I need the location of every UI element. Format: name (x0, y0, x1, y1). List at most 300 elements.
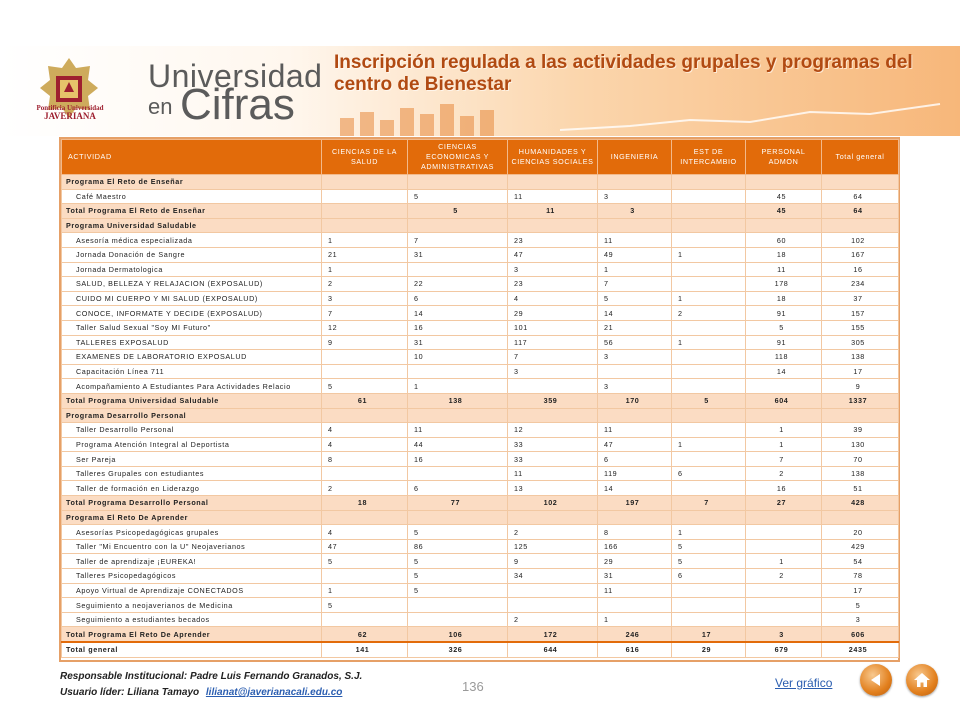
activity-cell: Capacitación Línea 711 (62, 364, 322, 379)
value-cell: 7 (598, 277, 672, 292)
value-cell: 644 (508, 642, 598, 657)
section-row (62, 408, 899, 423)
value-cell (672, 510, 746, 525)
value-cell: 11 (508, 189, 598, 204)
value-cell: 9 (508, 554, 598, 569)
value-cell: 2 (508, 525, 598, 540)
value-cell (822, 218, 899, 233)
activity-cell: Apoyo Virtual de Aprendizaje CONECTADOS (62, 583, 322, 598)
value-cell (508, 510, 598, 525)
value-cell: 1 (746, 437, 822, 452)
value-cell: 62 (322, 627, 408, 642)
page-title: Inscripción regulada a las actividades grupales y programas del centro de Bienestar (334, 52, 913, 95)
value-cell (746, 612, 822, 627)
value-cell: 3 (598, 350, 672, 365)
value-cell: 170 (598, 393, 672, 408)
table-row (62, 189, 899, 204)
ver-grafico-link[interactable]: Ver gráfico (775, 676, 833, 690)
value-cell (598, 510, 672, 525)
value-cell (672, 423, 746, 438)
value-cell (322, 350, 408, 365)
home-icon (912, 670, 932, 690)
value-cell: 5 (408, 583, 508, 598)
value-cell: 16 (746, 481, 822, 496)
activity-cell: Ser Pareja (62, 452, 322, 467)
value-cell: 16 (408, 452, 508, 467)
value-cell (408, 364, 508, 379)
value-cell: 18 (322, 496, 408, 511)
value-cell (746, 539, 822, 554)
value-cell: 27 (746, 496, 822, 511)
activity-cell: Total Programa Desarrollo Personal (62, 496, 322, 511)
activity-cell: Café Maestro (62, 189, 322, 204)
table-row (62, 452, 899, 467)
table-header-row (62, 140, 899, 175)
value-cell: 6 (672, 569, 746, 584)
activity-cell: Talleres Psicopedagógicos (62, 569, 322, 584)
value-cell: 17 (672, 627, 746, 642)
value-cell (822, 510, 899, 525)
value-cell: 11 (508, 204, 598, 219)
table-row (62, 466, 899, 481)
activity-cell: Total Programa El Reto de Enseñar (62, 204, 322, 219)
value-cell: 16 (822, 262, 899, 277)
value-cell: 2 (322, 481, 408, 496)
value-cell: 47 (322, 539, 408, 554)
value-cell: 4 (322, 525, 408, 540)
column-header: Total general (822, 140, 899, 175)
total-row (62, 627, 899, 642)
value-cell: 29 (672, 642, 746, 657)
value-cell: 1 (672, 291, 746, 306)
value-cell: 2 (508, 612, 598, 627)
activity-cell: Total Programa Universidad Saludable (62, 393, 322, 408)
value-cell: 125 (508, 539, 598, 554)
value-cell: 12 (322, 320, 408, 335)
value-cell: 5 (322, 598, 408, 613)
value-cell (322, 364, 408, 379)
brand-universidad: Universidad (148, 58, 323, 94)
column-header-actividad: ACTIVIDAD (62, 140, 322, 175)
table-row (62, 539, 899, 554)
table-row (62, 379, 899, 394)
value-cell (598, 598, 672, 613)
activity-cell: Programa El Reto de Enseñar (62, 175, 322, 190)
value-cell: 14 (598, 481, 672, 496)
value-cell: 33 (508, 437, 598, 452)
value-cell (322, 569, 408, 584)
value-cell: 606 (822, 627, 899, 642)
value-cell: 5 (322, 554, 408, 569)
value-cell: 11 (598, 423, 672, 438)
table-row (62, 291, 899, 306)
home-button[interactable] (906, 664, 938, 696)
value-cell (672, 320, 746, 335)
value-cell: 3 (598, 379, 672, 394)
table-row (62, 423, 899, 438)
activity-cell: TALLERES EXPOSALUD (62, 335, 322, 350)
value-cell: 359 (508, 393, 598, 408)
value-cell: 6 (672, 466, 746, 481)
value-cell (672, 612, 746, 627)
value-cell: 56 (598, 335, 672, 350)
value-cell: 13 (508, 481, 598, 496)
table-row (62, 437, 899, 452)
value-cell (746, 525, 822, 540)
value-cell (508, 218, 598, 233)
value-cell: 1 (672, 247, 746, 262)
value-cell: 166 (598, 539, 672, 554)
value-cell (746, 175, 822, 190)
value-cell: 18 (746, 247, 822, 262)
value-cell (672, 233, 746, 248)
value-cell: 29 (508, 306, 598, 321)
value-cell (746, 598, 822, 613)
value-cell (408, 466, 508, 481)
leader-email-link[interactable]: lilianat@javerianacali.edu.co (205, 687, 343, 698)
value-cell: 604 (746, 393, 822, 408)
value-cell: 5 (672, 554, 746, 569)
value-cell: 5 (822, 598, 899, 613)
value-cell: 5 (672, 393, 746, 408)
leader-label: Usuario líder: Liliana Tamayo (60, 687, 200, 698)
value-cell: 429 (822, 539, 899, 554)
value-cell (746, 218, 822, 233)
activity-cell: Programa Desarrollo Personal (62, 408, 322, 423)
value-cell (408, 598, 508, 613)
value-cell: 11 (408, 423, 508, 438)
grand-total-row (62, 642, 899, 657)
total-row (62, 393, 899, 408)
table-body (62, 175, 899, 658)
activity-cell: Programa Universidad Saludable (62, 218, 322, 233)
value-cell: 17 (822, 364, 899, 379)
activity-cell: Seguimiento a neojaverianos de Medicina (62, 598, 322, 613)
value-cell (672, 262, 746, 277)
column-header: PERSONAL ADMON (746, 140, 822, 175)
table-row (62, 525, 899, 540)
table-row (62, 350, 899, 365)
value-cell: 3 (508, 364, 598, 379)
back-button[interactable] (860, 664, 892, 696)
column-header: HUMANIDADES Y CIENCIAS SOCIALES (508, 140, 598, 175)
value-cell (598, 364, 672, 379)
value-cell: 141 (322, 642, 408, 657)
value-cell: 5 (408, 554, 508, 569)
value-cell (672, 189, 746, 204)
brand-en: en (148, 94, 173, 119)
value-cell (508, 583, 598, 598)
section-row (62, 218, 899, 233)
value-cell: 9 (822, 379, 899, 394)
activity-cell: Taller de formación en Liderazgo (62, 481, 322, 496)
activity-cell: Programa Atención Integral al Deportista (62, 437, 322, 452)
value-cell: 7 (408, 233, 508, 248)
value-cell: 11 (746, 262, 822, 277)
value-cell: 14 (598, 306, 672, 321)
section-row (62, 175, 899, 190)
value-cell: 326 (408, 642, 508, 657)
activity-cell: Taller Desarrollo Personal (62, 423, 322, 438)
value-cell: 60 (746, 233, 822, 248)
value-cell (672, 379, 746, 394)
value-cell: 101 (508, 320, 598, 335)
value-cell: 49 (598, 247, 672, 262)
value-cell: 44 (408, 437, 508, 452)
activity-cell: CONOCE, INFORMATE Y DECIDE (EXPOSALUD) (62, 306, 322, 321)
value-cell: 11 (508, 466, 598, 481)
value-cell: 8 (322, 452, 408, 467)
value-cell (322, 612, 408, 627)
responsible-text: Responsable Institucional: Padre Luis Fernando Granados, S.J. (60, 671, 363, 682)
value-cell: 138 (822, 466, 899, 481)
value-cell (408, 218, 508, 233)
value-cell (672, 598, 746, 613)
value-cell: 21 (322, 247, 408, 262)
back-arrow-icon (866, 670, 886, 690)
page-number: 136 (462, 679, 484, 694)
value-cell (672, 175, 746, 190)
activity-cell: Programa El Reto De Aprender (62, 510, 322, 525)
table-row (62, 598, 899, 613)
table-row (62, 277, 899, 292)
value-cell (408, 612, 508, 627)
value-cell: 14 (408, 306, 508, 321)
value-cell: 9 (322, 335, 408, 350)
value-cell: 4 (322, 423, 408, 438)
value-cell: 305 (822, 335, 899, 350)
value-cell (598, 408, 672, 423)
value-cell: 3 (322, 291, 408, 306)
value-cell: 6 (598, 452, 672, 467)
value-cell: 1 (408, 379, 508, 394)
value-cell: 197 (598, 496, 672, 511)
table-row (62, 569, 899, 584)
column-header: CIENCIAS DE LA SALUD (322, 140, 408, 175)
value-cell: 70 (822, 452, 899, 467)
value-cell: 11 (598, 583, 672, 598)
value-cell: 234 (822, 277, 899, 292)
value-cell (322, 189, 408, 204)
value-cell: 21 (598, 320, 672, 335)
value-cell: 5 (598, 291, 672, 306)
value-cell: 45 (746, 204, 822, 219)
value-cell: 3 (598, 189, 672, 204)
value-cell: 10 (408, 350, 508, 365)
value-cell: 23 (508, 233, 598, 248)
value-cell: 3 (822, 612, 899, 627)
value-cell: 1 (746, 554, 822, 569)
activity-cell: Taller "Mi Encuentro con la U" Neojaverianos (62, 539, 322, 554)
seal-caption: Pontificia Universidad JAVERIANA (36, 104, 104, 121)
value-cell: 39 (822, 423, 899, 438)
brand-cifras: Cifras (180, 80, 295, 129)
activity-cell: Seguimiento a estudiantes becados (62, 612, 322, 627)
value-cell (746, 408, 822, 423)
data-table-container (59, 137, 900, 662)
activity-cell: Acompañamiento A Estudiantes Para Actividades Relacio (62, 379, 322, 394)
table-row (62, 583, 899, 598)
value-cell: 31 (408, 247, 508, 262)
value-cell: 246 (598, 627, 672, 642)
value-cell: 22 (408, 277, 508, 292)
value-cell (672, 452, 746, 467)
value-cell: 117 (508, 335, 598, 350)
value-cell (598, 175, 672, 190)
value-cell: 7 (746, 452, 822, 467)
value-cell: 23 (508, 277, 598, 292)
value-cell: 3 (746, 627, 822, 642)
value-cell: 16 (408, 320, 508, 335)
value-cell (672, 350, 746, 365)
table-row (62, 612, 899, 627)
value-cell: 1 (672, 525, 746, 540)
table-row (62, 335, 899, 350)
column-header: CIENCIAS ECONOMICAS Y ADMINISTRATIVAS (408, 140, 508, 175)
value-cell: 1 (746, 423, 822, 438)
value-cell (408, 510, 508, 525)
value-cell: 157 (822, 306, 899, 321)
activity-cell: Total Programa El Reto De Aprender (62, 627, 322, 642)
value-cell: 61 (322, 393, 408, 408)
value-cell: 5 (672, 539, 746, 554)
value-cell: 54 (822, 554, 899, 569)
value-cell: 616 (598, 642, 672, 657)
value-cell: 5 (746, 320, 822, 335)
activity-cell: Asesoría médica especializada (62, 233, 322, 248)
column-header: INGENIERIA (598, 140, 672, 175)
value-cell: 18 (746, 291, 822, 306)
value-cell: 45 (746, 189, 822, 204)
value-cell (322, 510, 408, 525)
value-cell: 5 (408, 189, 508, 204)
table-row (62, 262, 899, 277)
value-cell: 2 (672, 306, 746, 321)
value-cell: 3 (598, 204, 672, 219)
value-cell: 428 (822, 496, 899, 511)
value-cell: 31 (598, 569, 672, 584)
leader-line (60, 687, 342, 698)
value-cell: 1 (598, 612, 672, 627)
value-cell: 7 (322, 306, 408, 321)
value-cell: 155 (822, 320, 899, 335)
column-header: EST DE INTERCAMBIO (672, 140, 746, 175)
value-cell (508, 408, 598, 423)
value-cell: 33 (508, 452, 598, 467)
total-row (62, 204, 899, 219)
value-cell (322, 204, 408, 219)
value-cell (746, 379, 822, 394)
value-cell: 14 (746, 364, 822, 379)
value-cell: 138 (408, 393, 508, 408)
value-cell: 1 (322, 583, 408, 598)
value-cell: 17 (822, 583, 899, 598)
value-cell (672, 277, 746, 292)
value-cell (672, 364, 746, 379)
value-cell: 172 (508, 627, 598, 642)
activity-cell: Jornada Dermatologica (62, 262, 322, 277)
value-cell: 64 (822, 189, 899, 204)
table-row (62, 247, 899, 262)
value-cell: 102 (508, 496, 598, 511)
table-row (62, 306, 899, 321)
table-row (62, 320, 899, 335)
activity-cell: Taller Salud Sexual "Soy MI Futuro" (62, 320, 322, 335)
value-cell: 178 (746, 277, 822, 292)
value-cell: 5 (408, 204, 508, 219)
value-cell: 1 (322, 233, 408, 248)
value-cell: 5 (408, 569, 508, 584)
value-cell: 1 (322, 262, 408, 277)
value-cell (408, 175, 508, 190)
activity-cell: Taller de aprendizaje ¡EUREKA! (62, 554, 322, 569)
value-cell: 37 (822, 291, 899, 306)
value-cell (746, 583, 822, 598)
value-cell (672, 408, 746, 423)
value-cell: 167 (822, 247, 899, 262)
activity-cell: Jornada Donación de Sangre (62, 247, 322, 262)
value-cell: 138 (822, 350, 899, 365)
value-cell (672, 481, 746, 496)
value-cell: 118 (746, 350, 822, 365)
value-cell: 119 (598, 466, 672, 481)
value-cell: 86 (408, 539, 508, 554)
activity-cell: Talleres Grupales con estudiantes (62, 466, 322, 481)
value-cell (408, 262, 508, 277)
value-cell: 51 (822, 481, 899, 496)
value-cell (408, 408, 508, 423)
value-cell: 2 (746, 466, 822, 481)
value-cell (322, 466, 408, 481)
table-row (62, 364, 899, 379)
value-cell (672, 204, 746, 219)
value-cell (822, 175, 899, 190)
value-cell: 47 (598, 437, 672, 452)
value-cell: 6 (408, 291, 508, 306)
value-cell: 1 (672, 335, 746, 350)
value-cell: 102 (822, 233, 899, 248)
activity-cell: CUIDO MI CUERPO Y MI SALUD (EXPOSALUD) (62, 291, 322, 306)
section-row (62, 510, 899, 525)
value-cell: 106 (408, 627, 508, 642)
value-cell (508, 598, 598, 613)
value-cell (746, 510, 822, 525)
value-cell: 47 (508, 247, 598, 262)
value-cell: 20 (822, 525, 899, 540)
value-cell: 12 (508, 423, 598, 438)
value-cell: 91 (746, 335, 822, 350)
value-cell: 1 (598, 262, 672, 277)
table-row (62, 554, 899, 569)
value-cell: 91 (746, 306, 822, 321)
value-cell (822, 408, 899, 423)
value-cell (322, 408, 408, 423)
value-cell: 2 (322, 277, 408, 292)
value-cell: 8 (598, 525, 672, 540)
value-cell: 5 (322, 379, 408, 394)
value-cell: 2435 (822, 642, 899, 657)
value-cell (508, 175, 598, 190)
value-cell (672, 218, 746, 233)
value-cell: 3 (508, 262, 598, 277)
value-cell: 77 (408, 496, 508, 511)
value-cell: 11 (598, 233, 672, 248)
value-cell: 34 (508, 569, 598, 584)
value-cell: 679 (746, 642, 822, 657)
value-cell: 6 (408, 481, 508, 496)
activity-cell: SALUD, BELLEZA Y RELAJACION (EXPOSALUD) (62, 277, 322, 292)
value-cell: 7 (672, 496, 746, 511)
